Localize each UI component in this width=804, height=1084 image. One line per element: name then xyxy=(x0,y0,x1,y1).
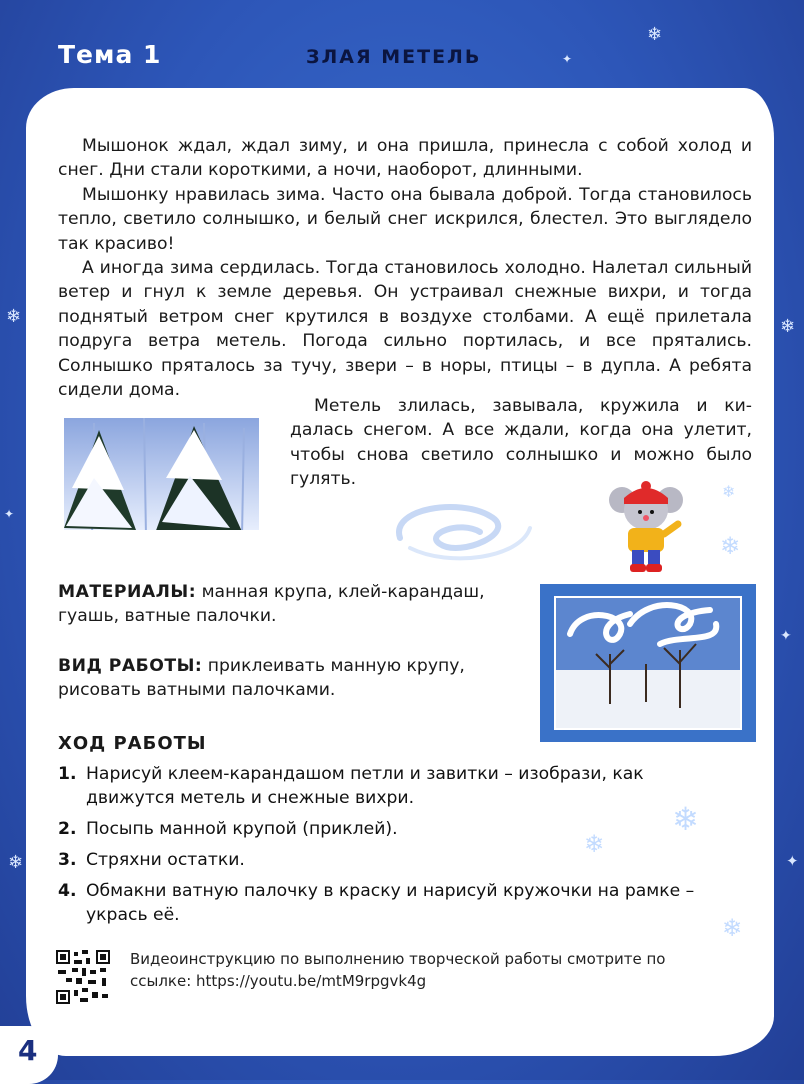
snowflake-icon: ❄ xyxy=(584,830,605,858)
story-block xyxy=(58,134,752,402)
story-block-right xyxy=(290,394,752,492)
story-paragraph: Метель злилась, завывала, кружила и кидалась снегом. А все ждали, когда она улетит, чтобы снова светило солнышко и можно было гулять. xyxy=(290,396,752,490)
page-number: 4 xyxy=(18,1034,38,1067)
snowflake-icon: ✦ xyxy=(786,852,799,870)
page-title: ЗЛАЯ МЕТЕЛЬ xyxy=(306,46,482,68)
snowflake-icon: ❄ xyxy=(647,24,663,45)
steps-list xyxy=(58,762,708,934)
story-paragraph: Мышонку нравилась зима. Часто она бывала доброй. Тогда становилось тепло, светило солнышко, и белый снег искрился, блестел. Это выглядело так красиво! xyxy=(58,184,752,254)
list-item: 2. Посыпь манной крупой (приклей). xyxy=(58,819,398,839)
materials-text: манная крупа, клей-карандаш, гуашь, ватные палочки. xyxy=(58,582,485,627)
snowflake-icon: ❄ xyxy=(6,306,22,327)
topic-label: Тема 1 xyxy=(58,40,162,69)
materials-label: МАТЕРИАЛЫ: xyxy=(58,582,197,602)
story-paragraph: Мышонок ждал, ждал зиму, и она пришла, принесла с собой холод и снег. Дни стали короткими, а ночи, наоборот, длинными. xyxy=(58,136,752,181)
winter-trees-illustration xyxy=(54,418,264,550)
snowflake-icon: ❄ xyxy=(722,482,736,501)
snowflake-icon: ❄ xyxy=(722,914,743,942)
snowflake-icon: ❄ xyxy=(672,800,699,838)
list-item: 4. Обмакни ватную палочку в краску и нарисуй кружочки на рамке – укрась её. xyxy=(58,881,695,925)
work-type-label: ВИД РАБОТЫ: xyxy=(58,656,203,676)
story-paragraph: А иногда зима сердилась. Тогда становилось холодно. Налетал сильный ветер и гнул к земле деревья. Он устраивал снежные вихри, и тогда поднятый ветром снег крутился в воздухе столбами. А ещё прилетала подруга ветра метель. Погода сильно портилась, и все прятались. Солнышко пряталось за тучу, звери – в норы, птицы – в дупла. А ребята сидели дома. xyxy=(58,258,752,401)
work-type-section xyxy=(58,654,528,703)
snowflake-icon: ❄ xyxy=(780,316,796,337)
snowflake-icon: ✦ xyxy=(562,52,573,66)
snowflake-icon: ❄ xyxy=(720,532,741,560)
wind-swirl-icon xyxy=(380,498,540,568)
blizzard-artwork-illustration xyxy=(540,584,756,742)
list-item: 3. Стряхни остатки. xyxy=(58,850,245,870)
work-type-text: приклеивать манную крупу, рисовать ватными палочками. xyxy=(58,656,465,701)
snowflake-icon: ✦ xyxy=(4,507,15,521)
page-number-badge xyxy=(0,1026,58,1084)
snowflake-icon: ❄ xyxy=(8,852,24,873)
mouse-character-illustration xyxy=(606,478,696,578)
list-item: 1. Нарисуй клеем-карандашом петли и завитки – изобрази, как движутся метель и снежные вихри. xyxy=(58,764,644,808)
snowflake-icon: ✦ xyxy=(780,628,792,644)
materials-section xyxy=(58,580,528,629)
qr-code[interactable] xyxy=(56,950,110,1004)
steps-heading: ХОД РАБОТЫ xyxy=(58,733,207,754)
video-instruction-text[interactable]: Видеоинструкцию по выполнению творческой работы смотрите по ссылке: https://youtu.be/mtM9rpgvk4g xyxy=(130,950,666,990)
